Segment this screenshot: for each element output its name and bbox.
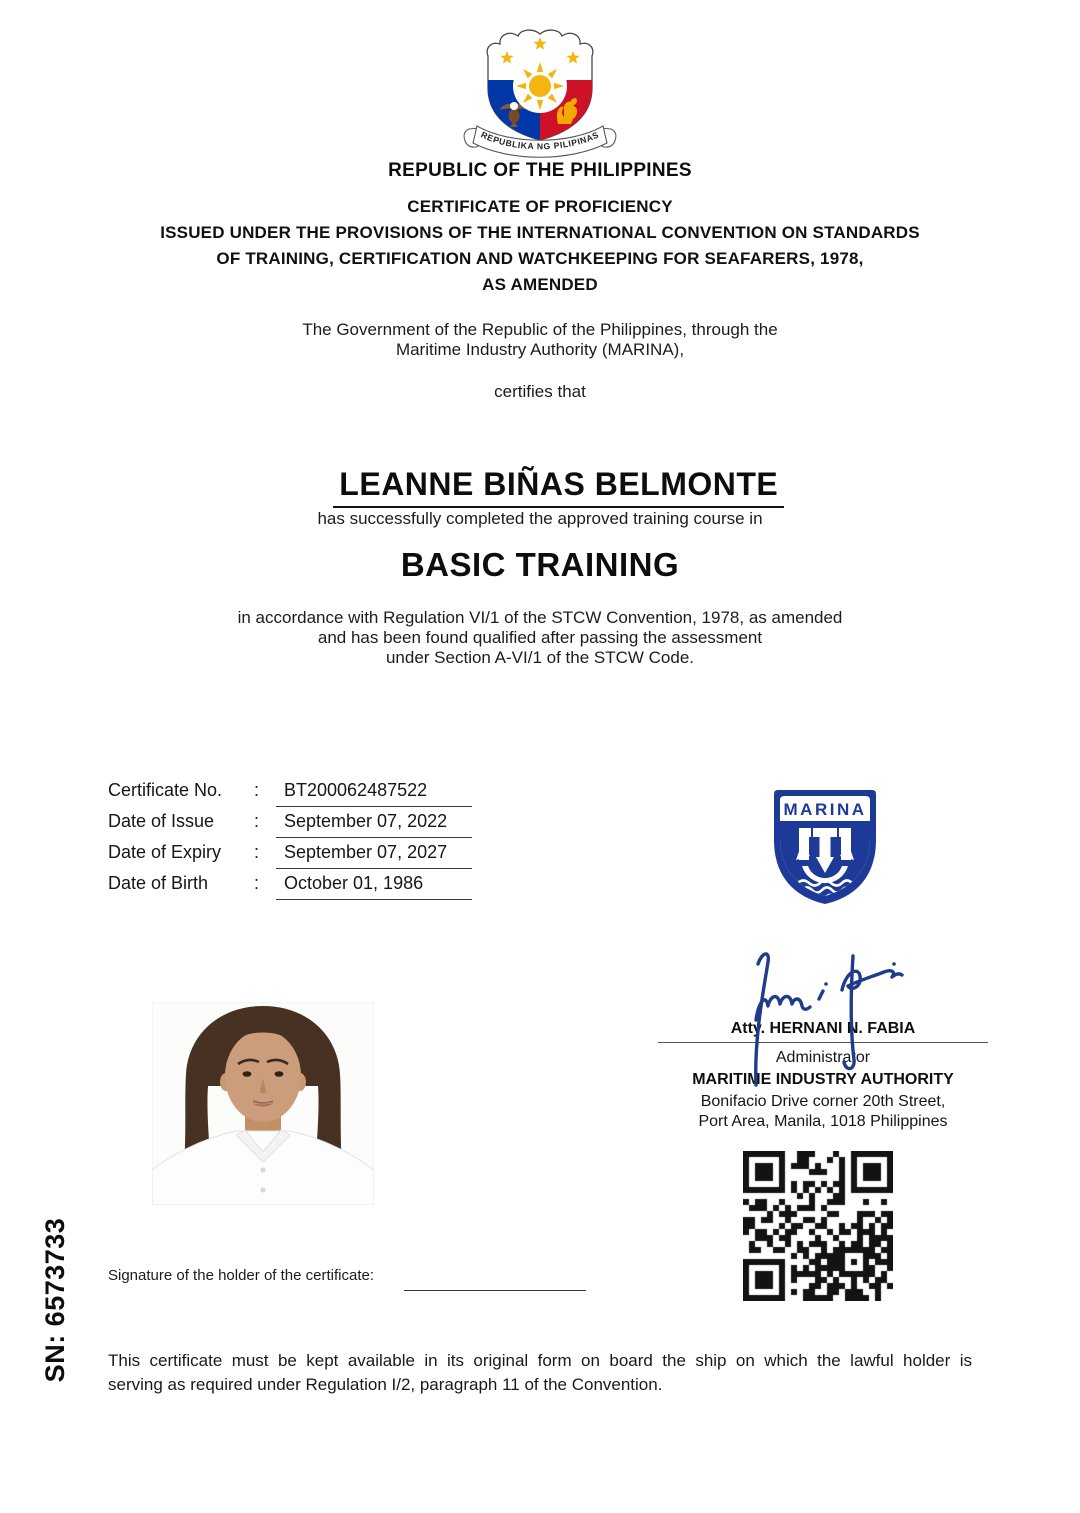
issued-line-1: ISSUED UNDER THE PROVISIONS OF THE INTERNATIONAL CONVENTION ON STANDARDS xyxy=(160,223,920,242)
accordance-line-1: in accordance with Regulation VI/1 of the STCW Convention, 1978, as amended xyxy=(237,608,843,627)
certificate-title: CERTIFICATE OF PROFICIENCY xyxy=(407,197,673,216)
marina-logo xyxy=(772,788,878,906)
government-line-2: Maritime Industry Authority (MARINA), xyxy=(395,340,685,359)
accordance-line-2: and has been found qualified after passing the assessment xyxy=(317,628,763,647)
philippines-coat-of-arms xyxy=(455,26,625,166)
signatory-address-1: Bonifacio Drive corner 20th Street, xyxy=(700,1093,946,1110)
accordance-line-3: under Section A-VI/1 of the STCW Code. xyxy=(385,648,695,667)
detail-row-date-of-issue: Date of Issue : September 07, 2022 xyxy=(108,811,598,842)
marina-logo-text: MARINA xyxy=(783,800,867,819)
serial-number: SN: 6573733 xyxy=(40,1217,70,1383)
date-of-expiry-value: September 07, 2027 xyxy=(276,842,472,869)
issued-line-2: OF TRAINING, CERTIFICATION AND WATCHKEEPING FOR SEAFARERS, 1978, xyxy=(216,249,864,268)
date-of-birth-value: October 01, 1986 xyxy=(276,873,472,900)
detail-label: Date of Issue xyxy=(108,811,215,831)
holder-name: LEANNE BIÑAS BELMONTE xyxy=(0,429,1080,545)
notice-paragraph xyxy=(108,1349,972,1397)
signatory-title: Administrator xyxy=(775,1049,871,1066)
signatory-address-2: Port Area, Manila, 1018 Philippines xyxy=(698,1113,948,1130)
certificate-number-value: BT200062487522 xyxy=(276,780,472,807)
qr-code xyxy=(743,1151,893,1301)
holder-photo xyxy=(152,1002,374,1205)
sun-icon xyxy=(516,62,564,110)
holder-signature-label: Signature of the holder of the certificate: xyxy=(108,1267,374,1284)
detail-row-certificate-no: Certificate No. : BT200062487522 xyxy=(108,780,598,811)
face xyxy=(225,1030,301,1122)
detail-row-date-of-birth: Date of Birth : October 01, 1986 xyxy=(108,873,598,904)
certifies-that: certifies that xyxy=(494,382,586,401)
detail-label: Date of Birth xyxy=(108,873,209,893)
certificate-details xyxy=(108,780,598,904)
notice-line-1: This certificate must be kept available in its original form on board the ship on which the lawful holder is xyxy=(108,1351,972,1370)
signatory-name: Atty. HERNANI N. FABIA xyxy=(730,1020,916,1037)
completed-line: has successfully completed the approved training course in xyxy=(317,509,763,528)
course-title: BASIC TRAINING xyxy=(400,546,680,583)
signatory-org: MARITIME INDUSTRY AUTHORITY xyxy=(692,1071,954,1088)
detail-label: Date of Expiry xyxy=(108,842,222,862)
date-of-issue-value: September 07, 2022 xyxy=(276,811,472,838)
detail-row-date-of-expiry: Date of Expiry : September 07, 2027 xyxy=(108,842,598,873)
republic-title: REPUBLIC OF THE PHILIPPINES xyxy=(388,160,692,181)
detail-label: Certificate No. xyxy=(108,780,223,800)
ribbon-text: REPUBLIKA NG PILIPINAS xyxy=(479,129,601,152)
notice-line-2: serving as required under Regulation I/2, paragraph 11 of the Convention. xyxy=(108,1375,663,1394)
government-line-1: The Government of the Republic of the Philippines, through the xyxy=(302,320,778,339)
issued-line-3: AS AMENDED xyxy=(482,275,598,294)
administrator-signature xyxy=(722,942,932,1097)
holder-signature-line xyxy=(404,1290,586,1291)
